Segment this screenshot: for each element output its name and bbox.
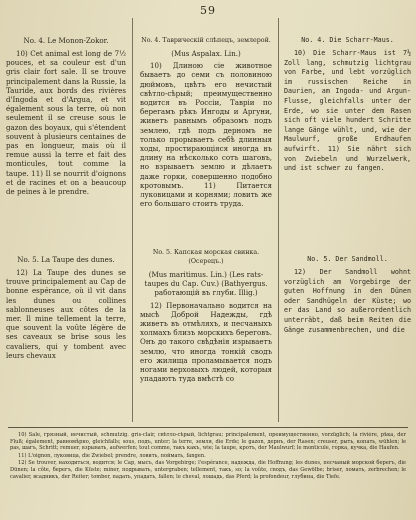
- column-german-section-2: [284, 255, 411, 425]
- section-subheading: (Mus Aspalax. Lin.): [171, 49, 241, 58]
- column-russian-section-2: [140, 248, 272, 424]
- section-body: [140, 61, 272, 208]
- footnote-rule: [8, 427, 408, 428]
- column-divider-right: [278, 18, 279, 422]
- page-number: 59: [200, 4, 216, 17]
- column-russian: [140, 36, 272, 236]
- paragraph: 12) Der Sandmoll wohnt vorzüglich am Vorgebirge der guten Hoffnung in den Dünen oder Sandhügeln der Küste; wo er das Land so außerordentlich unterräbt, daß beim Reiten die Gänge zusammenbrechen, und die: [284, 268, 411, 334]
- section-body: [284, 268, 411, 335]
- section-body: [6, 49, 126, 196]
- section-heading: No. 5. Капская морская свинка. (Осерецъ.): [152, 249, 260, 265]
- section-heading: No. 5. Der Sandmoll.: [307, 255, 388, 263]
- column-german: [284, 36, 411, 248]
- section-heading: No. 4. Die Scharr-Maus.: [301, 36, 394, 44]
- column-french-section-2: [6, 255, 126, 425]
- section-subheading: (Mus maritimus. Lin.) (Les rats-taupes du Cap. Cuv.) (Bathyergus. работающій въ глуби. Illig.): [144, 270, 268, 298]
- footnote: 11) L'oignon, луковица, die Zwiebel; prendre, ловить, поймать, fangen.: [18, 452, 206, 459]
- paragraph: 10) Die Scharr-Maus ist 7½ Zoll lang, schmutzig lichtgrau von Farbe, und lebt vorzüglich im russischen Reiche in Daurien, am Ingoda- und Argun-Flusse, gleichfalls unter der Erde, wo sie unter dem Rasen sich oft viele hundert Schritte lange Gänge wühlt, und, wie der Maulwurf, große Erdhaufen aufwirft. 11) Sie nährt sich von Zwiebeln und Wurzelwerk, und ist schwer zu fangen.: [284, 49, 411, 173]
- section-heading: No. 4. Le Monon-Zokor.: [23, 36, 109, 45]
- footnotes: [10, 432, 406, 518]
- paragraph: 12) La Taupe des dunes se trouve principalement au Cap de bonne espérance, où il vit dans les dunes ou collines sablonneuses aux côtes de la mer. Il mine tellement la terre, que souvent la voûte légère de ses caveaux se brise sous les cavaliers, qui y tombent avec leurs chevaux: [6, 268, 126, 360]
- paragraph: 10) Cet animal est long de 7½ pouces, et sa couleur est d'un gris clair fort sale. Il se trouve principalement dans la Russie, la Tauride, aux bords des rivières d'Ingoda et d'Argua, et vit également sous la terre, où non seulement il se creuse sous le gazon des boyaux, qui s'étendent souvent à plusieurs centaines de pas en longueur, mais où il remue aussi la terre et fait des monticules, tout comme la taupe. 11) Il se nourrit d'oignons et de racines et on a beaucoup de peines à le prendre.: [6, 49, 126, 197]
- footnote: 10) Sale, грязный, нечистый, schmutzig. gris-clair, свѣтло-сѣрый, lichtgrau; principalement, преимущественно, vorzüglich; la rivière, рѣка, der Fluß; également, равномѣрно, gleichfalls; sous, подъ, unter; la terre, земля, die Erde; le gazon, дернъ, der Rasen; creuser, рыть, копать, wühlen; le pas, шагъ, Schritt; remuer, взрывать, aufwerfen; tout comme, такъ какъ, wie; la taupe, кротъ, der Maulwurf; le monticule, горка, кучка, die Haufen.: [10, 432, 406, 452]
- paragraph: 12) Первоначально водится на мысѣ Доброй Надежды, гдѣ живетъ въ отмѣляхъ, и песчаныхъ холмахъ близъ морскихъ береговъ. Онъ до такого свѣдѣнія изрываетъ землю, что иногда тонкій сводъ его жилища проламывается подъ ногами верховыхъ людей, которыя упадаютъ туда вмѣстѣ со: [140, 300, 272, 384]
- footnote: 12) Se trouver, находиться, водится; le Cap, мысъ, das Vorgebirge; l'espérance, надежда, die Hoffnung; les dunes, песчаный морской берегъ, die Dünen; la côte, берегъ, die Küste; miner, подрывать, untergraben; tellement, такъ, so; la voûte, сводъ, das Gewölbe; briser, ломать, zerbrechen; le cavalier, всадникъ, der Reiter; tomber, падать, упадать, fallen; le cheval, лошадь, das Pferd; la profondeur, глубина, die Tiefe.: [10, 460, 406, 480]
- section-body: [140, 301, 272, 384]
- section-heading: No. 4. Таврическій слѣпецъ, землерой.: [141, 37, 271, 44]
- column-divider-left: [132, 18, 133, 422]
- paragraph: 10) Длиною сіе животное бываетъ до семи съ половиною дюймовъ, цвѣтъ его нечистый свѣтло-сѣрый; преимущественно водится въ Россіи, Тавріи по берегамъ рѣкъ Ингоды и Аргуни, живетъ равнымъ образомъ подъ землею, гдѣ подъ дерномъ не только прорываетъ себѣ длинныя ходы, простирающіяся иногда въ длину на нѣсколько сотъ шаговъ, но взрываетъ землю и дѣлаетъ даже горки, совершенно подобно кротовымъ. 11) Питается луковицами и корнями; ловить же его большаго стоитъ труда.: [140, 61, 272, 209]
- section-heading: No. 5. La Taupe des dunes.: [17, 255, 115, 264]
- section-body: [284, 49, 411, 174]
- section-body: [6, 268, 126, 360]
